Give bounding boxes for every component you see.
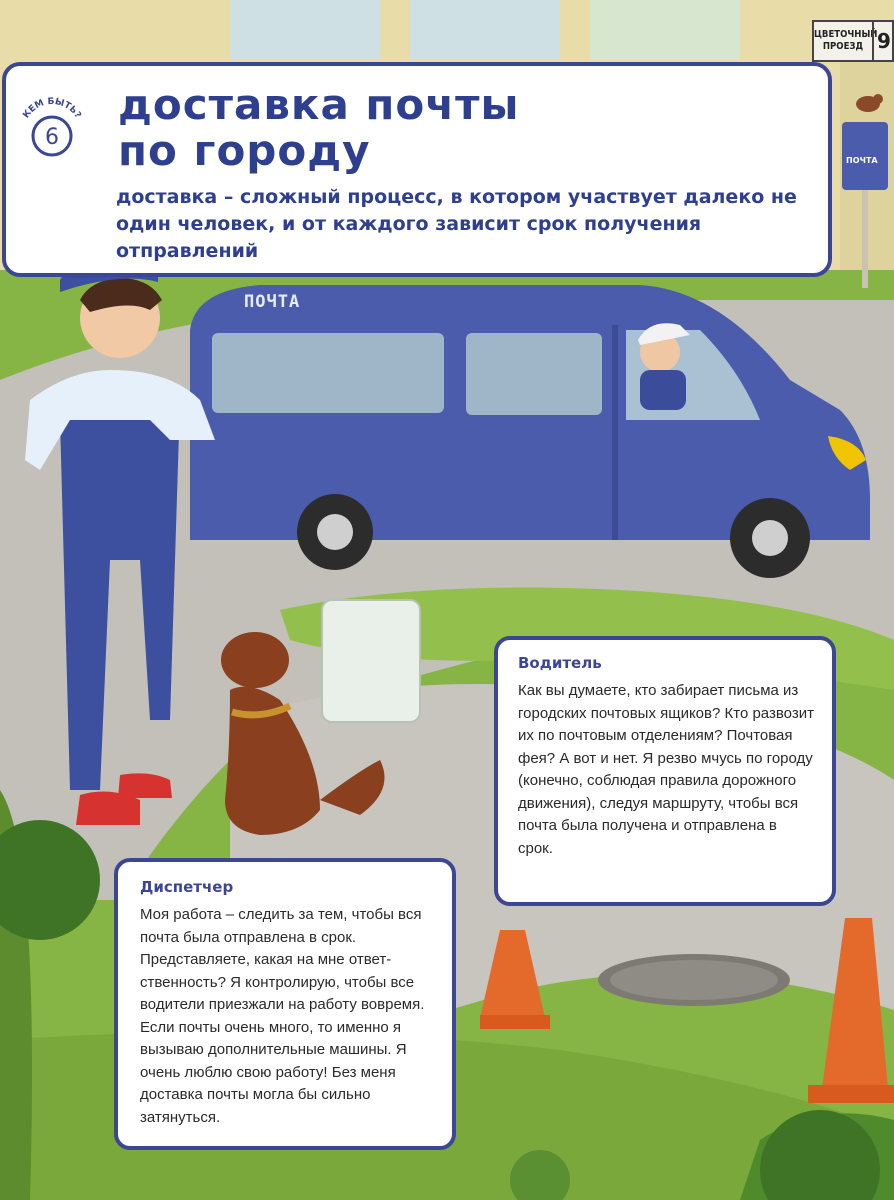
driver-title: Водитель — [518, 654, 602, 672]
title-line-2: по городу — [118, 126, 371, 175]
mailbox-label: ПОЧТА — [846, 156, 878, 165]
window — [230, 0, 380, 60]
dispatcher-title: Диспетчер — [140, 878, 234, 896]
badge-arc-text: КЕМ БЫТЬ? — [21, 96, 83, 121]
page-subtitle: доставка – сложный процесс, в котором участвует далеко не один человек, и от каждого зависит срок получения отправлений — [116, 186, 797, 262]
driver-text: Как вы думаете, кто забирает письма из городских почтовых ящиков? Кто развозит их по почтовым отделениям? Почтовая фея? А вот и нет. Я резво мчусь по городу (конечно, соблюдая правила дорожного движения), следуя маршруту, чтобы вся почта была получена и отправлена в срок. — [518, 682, 814, 857]
page-title — [118, 82, 519, 174]
canister — [322, 600, 420, 722]
badge-number: 6 — [45, 125, 59, 150]
dispatcher-text: Моя работа – следить за тем, чтобы вся почта была отправлена в срок. Представляете, какая на мне ответственность? Я контролирую, чтобы все водители приезжали на работу вовремя. Если почты очень много, то именно я вызываю дополнительные машины. Я очень люблю свою работу! Без меня доставка почты могла бы сильно затянуться. — [140, 906, 425, 1126]
window — [410, 0, 560, 60]
driver-bubble — [494, 636, 836, 906]
title-line-1: доставка почты — [118, 80, 520, 129]
van-label: ПОЧТА — [244, 292, 301, 312]
window — [590, 0, 740, 60]
street-sign — [812, 20, 894, 62]
house-number: 9 — [872, 22, 891, 60]
street-name: ЦВЕТОЧНЫЙ ПРОЕЗД — [814, 29, 878, 52]
chapter-badge — [16, 92, 88, 164]
header-panel — [2, 62, 832, 277]
dispatcher-bubble — [114, 858, 456, 1150]
